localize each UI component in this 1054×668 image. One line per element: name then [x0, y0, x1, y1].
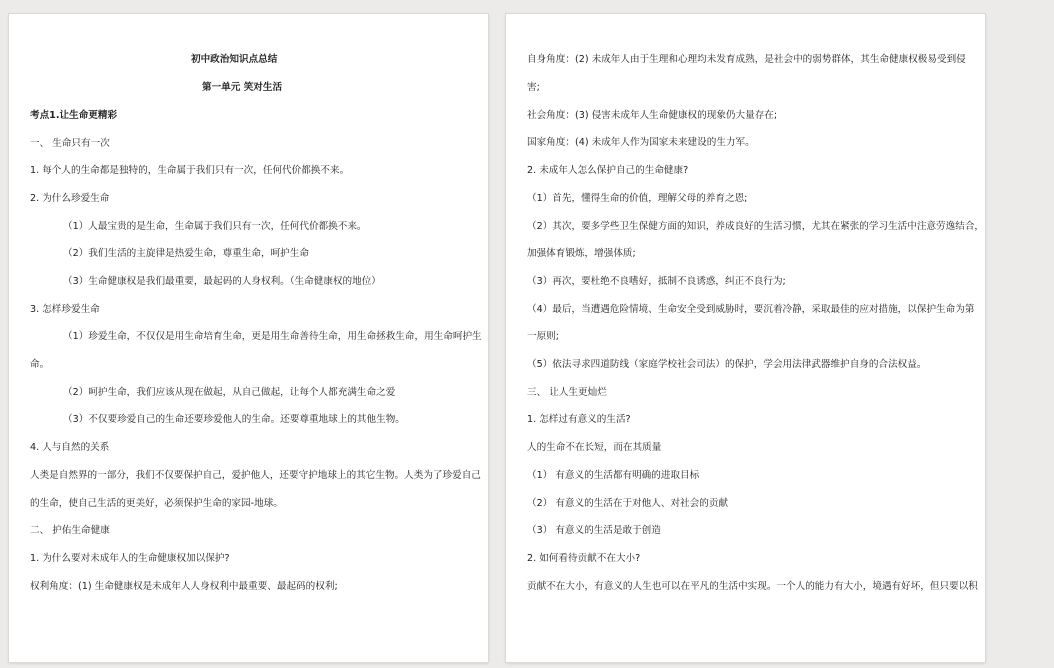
- paragraph-line: （3）生命健康权是我们最重要，最起码的人身权利。（生命健康权的地位）: [63, 276, 381, 287]
- paragraph-line: 1. 每个人的生命都是独特的，生命属于我们只有一次，任何代价都换不来。: [30, 165, 350, 176]
- paragraph-line: 一、 生命只有一次: [30, 138, 110, 149]
- paragraph-line: 3. 怎样珍爱生命: [30, 304, 100, 315]
- paragraph-line: 自身角度：(2) 未成年人由于生理和心理均未发育成熟，是社会中的弱势群体，其生命健康权极易受到侵: [527, 54, 966, 65]
- paragraph-line: 三、 让人生更灿烂: [527, 387, 607, 398]
- paragraph-line: 命。: [30, 359, 50, 370]
- paragraph-line: 权利角度：(1) 生命健康权是未成年人人身权利中最重要、最起码的权利;: [30, 581, 338, 592]
- paragraph-line: 一原则;: [527, 331, 560, 342]
- document-page-right: [506, 14, 985, 662]
- paragraph-line: 国家角度：(4) 未成年人作为国家未来建设的生力军。: [527, 137, 755, 148]
- paragraph-line: 人类是自然界的一部分，我们不仅要保护自己，爱护他人，还要守护地球上的其它生物。人类为了珍爱自己: [30, 470, 481, 481]
- paragraph-line: （2）其次，要多学些卫生保健方面的知识，养成良好的生活习惯，尤其在紧张的学习生活中注意劳逸结合，: [527, 221, 985, 232]
- paragraph-line: 人的生命不在长短，而在其质量: [527, 442, 662, 453]
- paragraph-line: （2）呵护生命，我们应该从现在做起，从自己做起，让每个人都充满生命之爱: [63, 387, 396, 398]
- paragraph-line: （3）再次，要杜绝不良嗜好，抵制不良诱惑，纠正不良行为;: [527, 276, 786, 287]
- paragraph-line: （3）不仅要珍爱自己的生命还要珍爱他人的生命。还要尊重地球上的其他生物。: [63, 414, 405, 425]
- paragraph-line: 二、 护佑生命健康: [30, 525, 110, 536]
- paragraph-line: 加强体育锻炼，增强体质;: [527, 248, 636, 259]
- paragraph-line: （2）我们生活的主旋律是热爱生命，尊重生命，呵护生命: [63, 248, 309, 259]
- paragraph-line: （1）首先，懂得生命的价值，理解父母的养育之恩;: [527, 193, 748, 204]
- paragraph-line: （1） 有意义的生活都有明确的进取目标: [527, 470, 700, 481]
- paragraph-line: （4）最后，当遭遇危险情境、生命安全受到威胁时，要沉着冷静，采取最佳的应对措施，以保护生命为第: [527, 304, 975, 315]
- paragraph-line: 的生命，使自己生活的更美好，必须保护生命的家园-地球。: [30, 498, 283, 509]
- paragraph-line: 害;: [527, 82, 540, 93]
- paragraph-line: 1. 怎样过有意义的生活?: [527, 414, 631, 425]
- paragraph-line: （2） 有意义的生活在于对他人、对社会的贡献: [527, 498, 729, 509]
- paragraph-line: （1）人最宝贵的是生命，生命属于我们只有一次，任何代价都换不来。: [63, 221, 367, 232]
- unit-heading: 第一单元 笑对生活: [202, 82, 283, 93]
- document-title: 初中政治知识点总结: [191, 54, 278, 65]
- paragraph-line: 贡献不在大小，有意义的人生也可以在平凡的生活中实现。一个人的能力有大小，境遇有好坏，但只要以积: [527, 581, 978, 592]
- paragraph-line: 2. 如何看待贡献不在大小?: [527, 553, 641, 564]
- paragraph-line: 4. 人与自然的关系: [30, 442, 110, 453]
- document-page-left: [9, 14, 488, 662]
- section-heading: 考点1.让生命更精彩: [30, 110, 118, 121]
- paragraph-line: （1）珍爱生命，不仅仅是用生命培育生命，更是用生命善待生命，用生命拯救生命，用生命呵护生: [63, 331, 482, 342]
- paragraph-line: （3） 有意义的生活是敢于创造: [527, 525, 661, 536]
- paragraph-line: 2. 为什么珍爱生命: [30, 193, 110, 204]
- paragraph-line: （5）依法寻求四道防线（家庭学校社会司法）的保护，学会用法律武器维护自身的合法权益。: [527, 359, 927, 370]
- paragraph-line: 2. 未成年人怎么保护自己的生命健康?: [527, 165, 689, 176]
- paragraph-line: 社会角度：(3) 侵害未成年人生命健康权的现象仍大量存在;: [527, 110, 778, 121]
- paragraph-line: 1. 为什么要对未成年人的生命健康权加以保护?: [30, 553, 230, 564]
